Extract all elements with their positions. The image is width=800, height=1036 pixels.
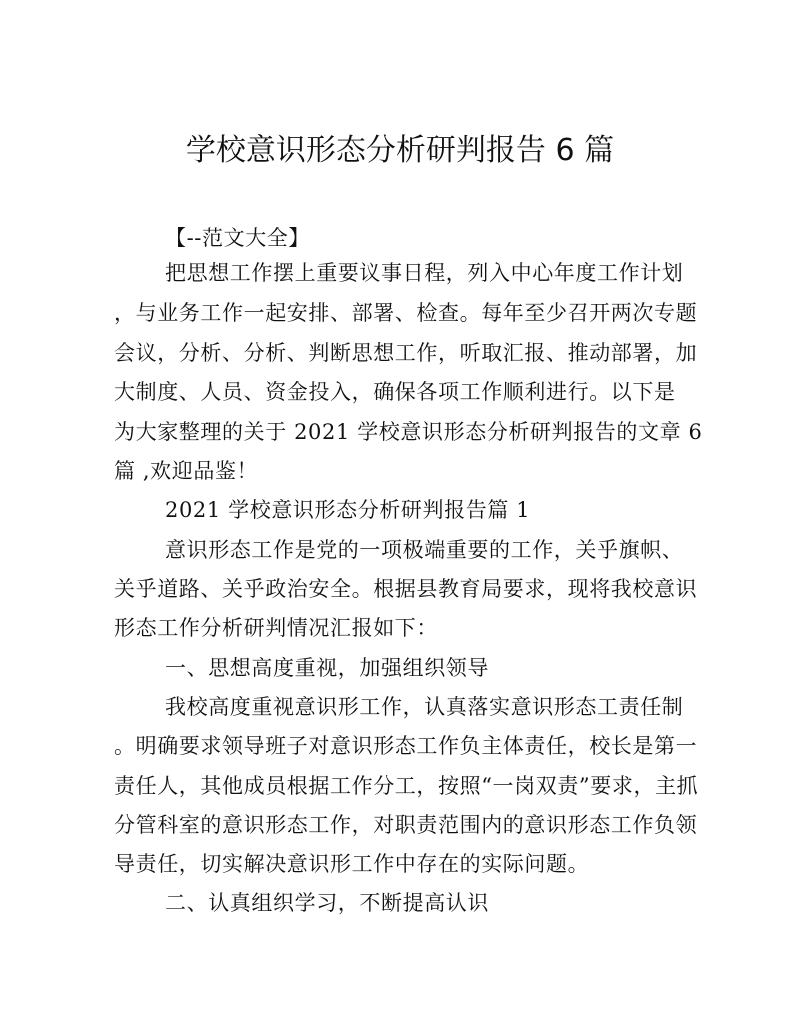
paragraph-line: 我校高度重视意识形工作，认真落实意识形态工责任制 xyxy=(165,695,684,719)
paragraph-line: 。明确要求领导班子对意识形态工作负主体责任，校长是第一 xyxy=(114,734,698,758)
document-title: 学校意识形态分析研判报告 6 篇 xyxy=(185,133,615,168)
paragraph-line: 关乎道路、关乎政治安全。根据县教育局要求，现将我校意识 xyxy=(114,577,698,601)
paragraph-line: 为大家整理的关于 2021 学校意识形态分析研判报告的文章 6 xyxy=(114,420,703,444)
paragraph-line: 分管科室的意识形态工作，对职责范围内的意识形态工作负领 xyxy=(114,813,698,837)
subsection-heading: 一、思想高度重视，加强组织领导 xyxy=(165,656,489,680)
paragraph-line: 篇 ,欢迎品鉴！ xyxy=(114,459,259,483)
paragraph-line: 形态工作分析研判情况汇报如下： xyxy=(114,616,438,640)
paragraph-line: 责任人，其他成员根据工作分工，按照“一岗双责”要求，主抓 xyxy=(114,774,699,798)
paragraph-line: 大制度、人员、资金投入，确保各项工作顺利进行。以下是 xyxy=(114,380,676,404)
paragraph-line: 会议，分析、分析、判断思想工作，听取汇报、推动部署，加 xyxy=(114,341,698,365)
source-tag-line: 【--范文大全】 xyxy=(165,226,310,250)
subsection-heading: 二、认真组织学习，不断提高认识 xyxy=(165,891,489,915)
paragraph-line: ，与业务工作一起安排、部署、检查。每年至少召开两次专题 xyxy=(114,301,698,325)
paragraph-line: 意识形态工作是党的一项极端重要的工作，关乎旗帜、 xyxy=(165,538,684,562)
section-heading: 2021 学校意识形态分析研判报告篇 1 xyxy=(165,498,531,522)
paragraph-line: 导责任，切实解决意识形工作中存在的实际问题。 xyxy=(114,852,590,876)
paragraph-line: 把思想工作摆上重要议事日程，列入中心年度工作计划 xyxy=(165,261,684,285)
